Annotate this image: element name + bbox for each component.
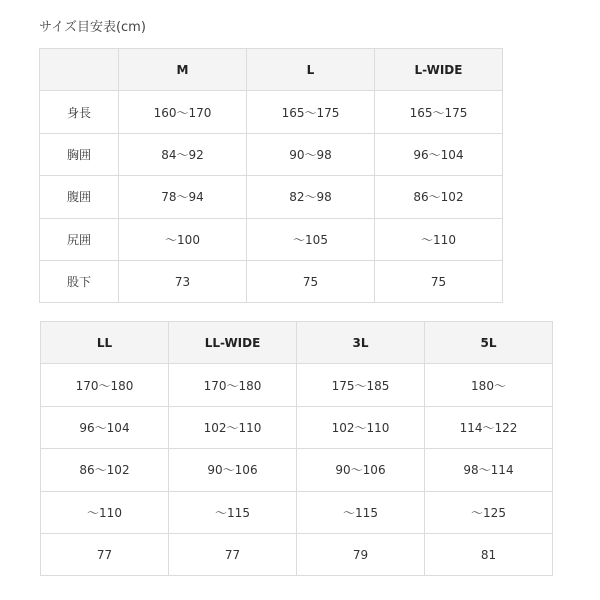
table-row bbox=[40, 260, 503, 302]
table-cell: 79 bbox=[297, 533, 425, 575]
table-cell: 96〜104 bbox=[41, 406, 169, 448]
table-cell: 175〜185 bbox=[297, 364, 425, 406]
table-cell: 82〜98 bbox=[247, 176, 375, 218]
row-label-inseam: 股下 bbox=[40, 260, 119, 302]
table-cell: 98〜114 bbox=[425, 449, 553, 491]
table-row bbox=[41, 491, 553, 533]
table-cell: 77 bbox=[41, 533, 169, 575]
header-size-5l: 5L bbox=[425, 322, 553, 364]
table-header-row bbox=[41, 322, 553, 364]
header-size-3l: 3L bbox=[297, 322, 425, 364]
table-cell: 102〜110 bbox=[169, 406, 297, 448]
table-row bbox=[41, 406, 553, 448]
header-size-l: L bbox=[247, 49, 375, 91]
table-cell: 170〜180 bbox=[41, 364, 169, 406]
header-size-ll: LL bbox=[41, 322, 169, 364]
header-size-ll-wide: LL-WIDE bbox=[169, 322, 297, 364]
table-cell: 102〜110 bbox=[297, 406, 425, 448]
table-row bbox=[40, 176, 503, 218]
table-header-row bbox=[40, 49, 503, 91]
table-cell: 〜110 bbox=[41, 491, 169, 533]
header-empty-cell bbox=[40, 49, 119, 91]
table-cell: 170〜180 bbox=[169, 364, 297, 406]
table-cell: 75 bbox=[375, 260, 503, 302]
header-size-l-wide: L-WIDE bbox=[375, 49, 503, 91]
table-cell: 〜100 bbox=[119, 218, 247, 260]
table-cell: 〜105 bbox=[247, 218, 375, 260]
table-cell: 75 bbox=[247, 260, 375, 302]
row-label-waist: 腹囲 bbox=[40, 176, 119, 218]
size-table-m-l bbox=[39, 48, 503, 303]
table-row bbox=[41, 449, 553, 491]
size-chart-caption: サイズ目安表(cm) bbox=[39, 20, 146, 35]
table-cell: 〜110 bbox=[375, 218, 503, 260]
table-cell: 73 bbox=[119, 260, 247, 302]
table-cell: 84〜92 bbox=[119, 133, 247, 175]
table-cell: 81 bbox=[425, 533, 553, 575]
table-cell: 〜125 bbox=[425, 491, 553, 533]
table-cell: 86〜102 bbox=[41, 449, 169, 491]
table-cell: 165〜175 bbox=[247, 91, 375, 133]
table-cell: 90〜106 bbox=[297, 449, 425, 491]
table-cell: 114〜122 bbox=[425, 406, 553, 448]
table-cell: 160〜170 bbox=[119, 91, 247, 133]
table-cell: 165〜175 bbox=[375, 91, 503, 133]
table-cell: 〜115 bbox=[169, 491, 297, 533]
table-cell: 77 bbox=[169, 533, 297, 575]
header-size-m: M bbox=[119, 49, 247, 91]
row-label-height: 身長 bbox=[40, 91, 119, 133]
row-label-chest: 胸囲 bbox=[40, 133, 119, 175]
table-cell: 96〜104 bbox=[375, 133, 503, 175]
table-cell: 〜115 bbox=[297, 491, 425, 533]
table-row bbox=[41, 364, 553, 406]
row-label-hip: 尻囲 bbox=[40, 218, 119, 260]
size-table-ll-5l bbox=[40, 321, 553, 576]
table-cell: 90〜106 bbox=[169, 449, 297, 491]
table-cell: 86〜102 bbox=[375, 176, 503, 218]
table-cell: 78〜94 bbox=[119, 176, 247, 218]
table-row bbox=[40, 91, 503, 133]
table-cell: 180〜 bbox=[425, 364, 553, 406]
table-row bbox=[40, 133, 503, 175]
table-cell: 90〜98 bbox=[247, 133, 375, 175]
table-row bbox=[41, 533, 553, 575]
table-row bbox=[40, 218, 503, 260]
